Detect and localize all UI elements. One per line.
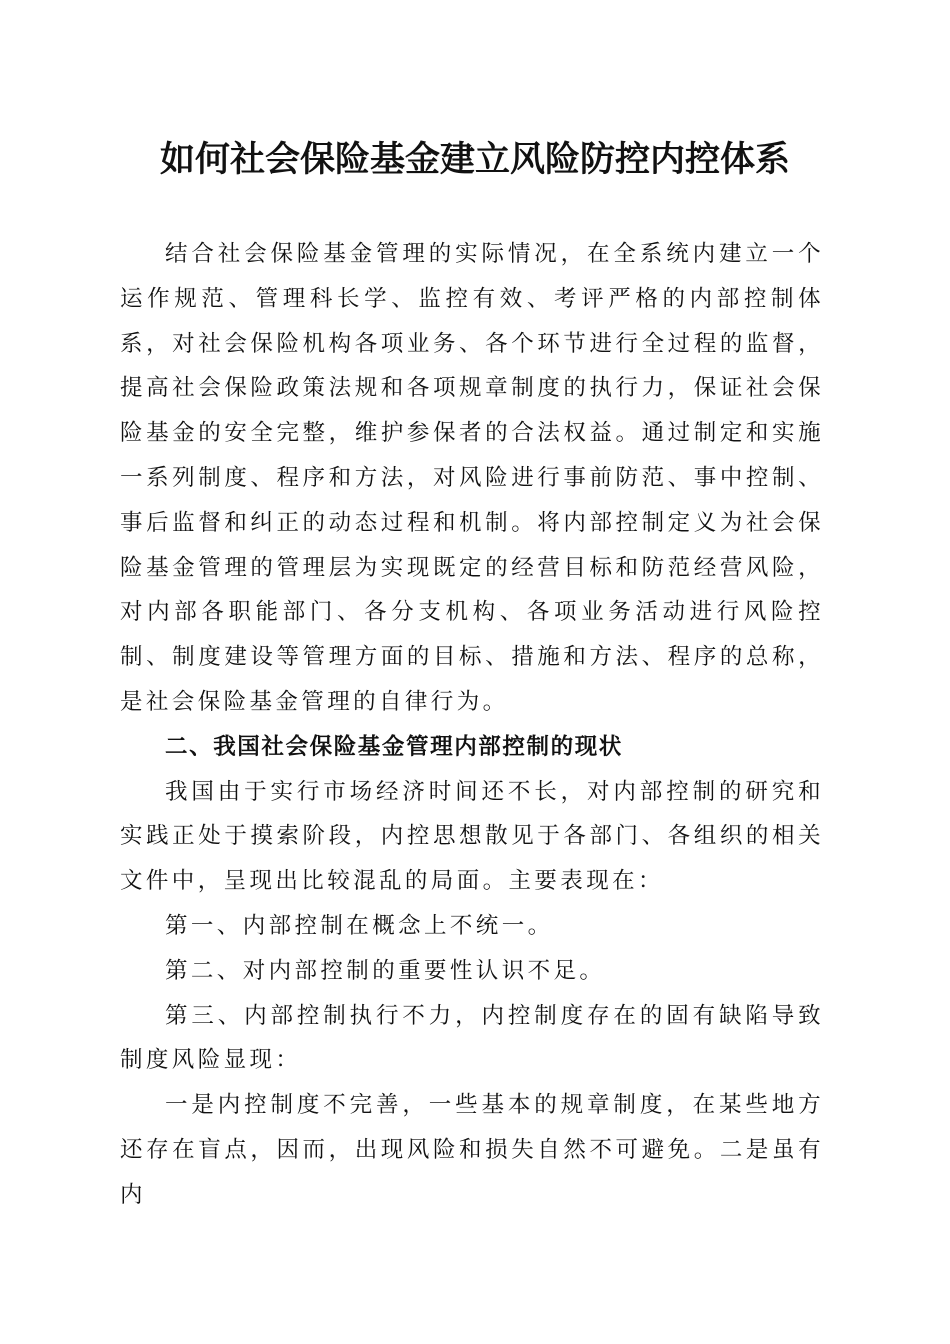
paragraph-point-3: 第三、内部控制执行不力，内控制度存在的固有缺陷导致制度风险显现： [120, 1002, 824, 1074]
paragraph-status: 我国由于实行市场经济时间还不长，对内部控制的研究和实践正处于摸索阶段，内控思想散见于各部门、各组织的相关文件中，呈现出比较混乱的局面。主要表现在： [120, 778, 824, 895]
paragraph-intro: 结合社会保险基金管理的实际情况，在全系统内建立一个运作规范、管理科长学、监控有效、考评严格的内部控制体系，对社会保险机构各项业务、各个环节进行全过程的监督，提高社会保险政策法规和各项规章制度的执行力，保证社会保险基金的安全完整，维护参保者的合法权益。通过制定和实施一系列制度、程序和方法，对风险进行事前防范、事中控制、事后监督和纠正的动态过程和机制。将内部控制定义为社会保险基金管理的管理层为实现既定的经营目标和防范经营风险，对内部各职能部门、各分支机构、各项业务活动进行风险控制、制度建设等管理方面的目标、措施和方法、程序的总称，是社会保险基金管理的自律行为。 [120, 241, 824, 715]
section-heading: 二、我国社会保险基金管理内部控制的现状 [165, 733, 623, 760]
document-title: 如何社会保险基金建立风险防控内控体系 [159, 139, 790, 180]
paragraph-point-2: 第二、对内部控制的重要性认识不足。 [165, 957, 606, 984]
paragraph-detail: 一是内控制度不完善，一些基本的规章制度，在某些地方还存在盲点，因而，出现风险和损失自然不可避免。二是虽有内 [120, 1092, 824, 1208]
document-body [120, 232, 824, 1218]
paragraph-point-1: 第一、内部控制在概念上不统一。 [165, 912, 554, 939]
